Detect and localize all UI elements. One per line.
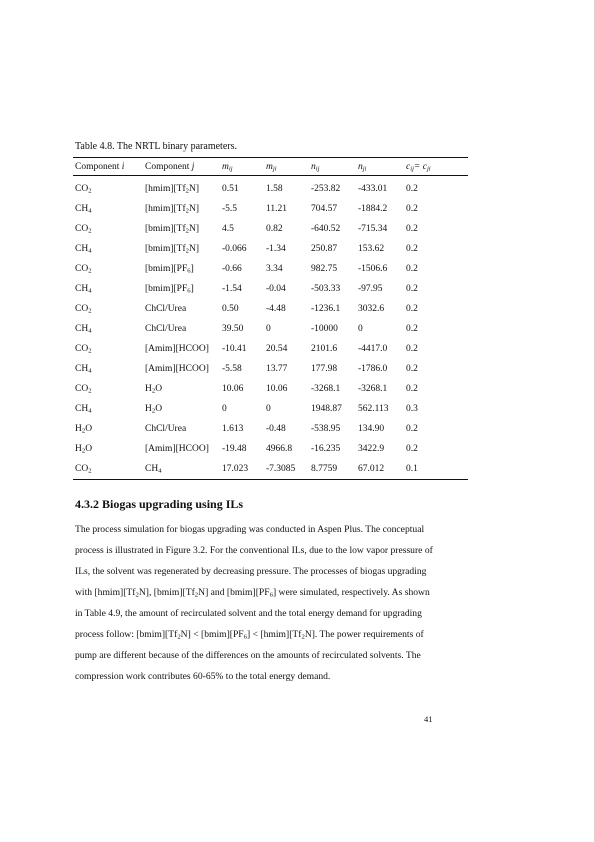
table-row bbox=[73, 339, 468, 359]
component-i-cell: $CH_4$ bbox=[75, 364, 92, 375]
m-ij-cell: -0.066 bbox=[222, 244, 247, 254]
component-j-cell: $[hmim][Tf_2N]$ bbox=[145, 204, 199, 215]
paragraph-line: pump are different because of the differences on the amounts of recirculated solvents. The bbox=[75, 650, 421, 661]
m-ij-cell: -1.54 bbox=[222, 284, 242, 294]
n-ij-cell: 1948.87 bbox=[311, 404, 342, 414]
m-ji-cell: 4966.8 bbox=[266, 444, 293, 454]
component-i-cell: $CO_2$ bbox=[75, 224, 92, 235]
m-ji-cell: 0.82 bbox=[266, 224, 283, 234]
n-ji-cell: 3422.9 bbox=[358, 444, 385, 454]
m-ij-cell: 10.06 bbox=[222, 384, 244, 394]
table-row bbox=[73, 379, 468, 399]
n-ij-cell: 704.57 bbox=[311, 204, 338, 214]
component-j-cell: [Amim][HCOO] bbox=[145, 364, 209, 374]
component-j-cell: ChCl/Urea bbox=[145, 304, 187, 314]
n-ji-cell: -715.34 bbox=[358, 224, 388, 234]
c-ij-cell: 0.2 bbox=[406, 424, 418, 434]
component-i-cell: $H_2O$ bbox=[75, 444, 93, 455]
n-ij-cell: -10000 bbox=[311, 324, 338, 334]
column-header: $n_{ij}$ bbox=[309, 158, 356, 176]
m-ij-cell: -19.48 bbox=[222, 444, 247, 454]
paragraph-line: ILs, the solvent was regenerated by decreasing pressure. The processes of biogas upgrading bbox=[75, 566, 427, 577]
m-ji-cell: -0.48 bbox=[266, 424, 286, 434]
c-ij-cell: 0.2 bbox=[406, 184, 418, 194]
n-ij-cell: 250.87 bbox=[311, 244, 338, 254]
n-ji-cell: -4417.0 bbox=[358, 344, 388, 354]
component-i-cell: $CH_4$ bbox=[75, 244, 92, 255]
paragraph-line: compression work contributes 60-65% to the total energy demand. bbox=[75, 671, 331, 682]
n-ij-cell: 177.98 bbox=[311, 364, 338, 374]
component-j-cell: $[bmim][PF_6]$ bbox=[145, 264, 194, 275]
n-ij-cell: -640.52 bbox=[311, 224, 341, 234]
m-ij-cell: 4.5 bbox=[222, 224, 234, 234]
n-ij-cell: 2101.6 bbox=[311, 344, 338, 354]
m-ji-cell: 1.58 bbox=[266, 184, 283, 194]
m-ij-cell: -0.66 bbox=[222, 264, 242, 274]
m-ij-cell: -10.41 bbox=[222, 344, 247, 354]
table-row bbox=[73, 176, 468, 200]
table-row bbox=[73, 319, 468, 339]
component-j-cell: $[bmim][Tf_2N]$ bbox=[145, 224, 199, 235]
c-ij-cell: 0.2 bbox=[406, 284, 418, 294]
c-ij-cell: 0.2 bbox=[406, 364, 418, 374]
component-j-cell: [Amim][HCOO] bbox=[145, 344, 209, 354]
m-ji-cell: -1.34 bbox=[266, 244, 286, 254]
paragraph-line: in Table 4.9, the amount of recirculated solvent and the total energy demand for upgrading bbox=[75, 608, 422, 619]
table-caption: Table 4.8. The NRTL binary parameters. bbox=[75, 141, 237, 152]
m-ij-cell: 39.50 bbox=[222, 324, 244, 334]
m-ij-cell: 0 bbox=[222, 404, 227, 414]
n-ji-cell: -97.95 bbox=[358, 284, 383, 294]
m-ji-cell: 13.77 bbox=[266, 364, 288, 374]
m-ij-cell: 0.50 bbox=[222, 304, 239, 314]
n-ji-cell: 67.012 bbox=[356, 459, 404, 480]
component-j-cell: $CH_4$ bbox=[143, 459, 220, 480]
component-j-cell: $[bmim][PF_6]$ bbox=[145, 284, 194, 295]
section-heading: 4.3.2 Biogas upgrading using ILs bbox=[75, 497, 244, 511]
table-row bbox=[73, 399, 468, 419]
paragraph-line: process is illustrated in Figure 3.2. For the conventional ILs, due to the low vapor pressure of bbox=[75, 545, 433, 556]
n-ji-cell: -1884.2 bbox=[358, 204, 388, 214]
component-j-cell: ChCl/Urea bbox=[145, 324, 187, 334]
m-ji-cell: 0 bbox=[266, 324, 271, 334]
table-row bbox=[73, 299, 468, 319]
column-header: $m_{ji}$ bbox=[264, 158, 309, 176]
n-ji-cell: -433.01 bbox=[358, 184, 388, 194]
table-row bbox=[73, 279, 468, 299]
n-ij-cell: -3268.1 bbox=[311, 384, 341, 394]
m-ji-cell: 0 bbox=[266, 404, 271, 414]
m-ji-cell: -4.48 bbox=[266, 304, 286, 314]
table-row bbox=[73, 359, 468, 379]
component-i-cell: $CO_2$ bbox=[75, 184, 92, 195]
n-ij-cell: -16.235 bbox=[311, 444, 341, 454]
table-row bbox=[73, 219, 468, 239]
n-ij-cell: 8.7759 bbox=[309, 459, 356, 480]
component-j-cell: [Amim][HCOO] bbox=[145, 444, 209, 454]
component-i-cell: $CO_2$ bbox=[75, 384, 92, 395]
table-row bbox=[73, 419, 468, 439]
n-ij-cell: -253.82 bbox=[311, 184, 341, 194]
component-i-cell: $H_2O$ bbox=[75, 424, 93, 435]
component-j-cell: $[bmim][Tf_2N]$ bbox=[145, 244, 199, 255]
component-i-cell: $CH_4$ bbox=[75, 404, 92, 415]
component-j-cell: $H_2O$ bbox=[145, 384, 163, 395]
c-ij-cell: 0.2 bbox=[406, 204, 418, 214]
m-ji-cell: 3.34 bbox=[266, 264, 283, 274]
table-row bbox=[73, 459, 468, 480]
column-header: Component i bbox=[73, 158, 143, 176]
n-ij-cell: -538.95 bbox=[311, 424, 341, 434]
component-i-cell: $CH_4$ bbox=[75, 204, 92, 215]
c-ij-cell: 0.3 bbox=[406, 404, 418, 414]
n-ji-cell: -1506.6 bbox=[358, 264, 388, 274]
n-ij-cell: -1236.1 bbox=[311, 304, 341, 314]
c-ij-cell: 0.2 bbox=[406, 304, 418, 314]
table-row bbox=[73, 439, 468, 459]
table-header-row bbox=[73, 158, 468, 176]
n-ij-cell: -503.33 bbox=[311, 284, 341, 294]
n-ji-cell: 3032.6 bbox=[358, 304, 385, 314]
table-row bbox=[73, 199, 468, 219]
paragraph-line: process follow: $[bmim][Tf_2N]$ < $[bmim][PF_6]$ < $[hmim][Tf_2N]$. The power requirements of bbox=[75, 629, 424, 641]
page-number: 41 bbox=[424, 714, 433, 724]
n-ji-cell: 562.113 bbox=[358, 404, 389, 414]
column-header: $m_{ij}$ bbox=[220, 158, 264, 176]
c-ij-cell: 0.2 bbox=[406, 324, 418, 334]
m-ij-cell: 17.023 bbox=[220, 459, 264, 480]
c-ij-cell: 0.2 bbox=[406, 444, 418, 454]
component-j-cell: $[hmim][Tf_2N]$ bbox=[145, 184, 199, 195]
component-i-cell: $CH_4$ bbox=[75, 324, 92, 335]
m-ij-cell: 0.51 bbox=[222, 184, 239, 194]
component-i-cell: $CO_2$ bbox=[75, 304, 92, 315]
paragraph-line: The process simulation for biogas upgrading was conducted in Aspen Plus. The conceptual bbox=[75, 524, 425, 535]
c-ij-cell: 0.2 bbox=[406, 224, 418, 234]
table-body bbox=[73, 176, 468, 480]
m-ji-cell: 20.54 bbox=[266, 344, 288, 354]
table-row bbox=[73, 239, 468, 259]
n-ji-cell: 0 bbox=[358, 324, 363, 334]
c-ij-cell: 0.1 bbox=[404, 459, 468, 480]
component-i-cell: $CO_2$ bbox=[75, 344, 92, 355]
m-ij-cell: -5.5 bbox=[222, 204, 238, 214]
n-ji-cell: -3268.1 bbox=[358, 384, 388, 394]
nrtl-parameters-table bbox=[73, 157, 468, 480]
table-row bbox=[73, 259, 468, 279]
m-ji-cell: -7.3085 bbox=[264, 459, 309, 480]
component-j-cell: $H_2O$ bbox=[145, 404, 163, 415]
m-ji-cell: 11.21 bbox=[266, 204, 288, 214]
component-i-cell: $CH_4$ bbox=[75, 284, 92, 295]
c-ij-cell: 0.2 bbox=[406, 384, 418, 394]
m-ji-cell: 10.06 bbox=[266, 384, 288, 394]
n-ji-cell: -1786.0 bbox=[358, 364, 388, 374]
n-ji-cell: 153.62 bbox=[358, 244, 385, 254]
c-ij-cell: 0.2 bbox=[406, 244, 418, 254]
column-header: $n_{ji}$ bbox=[356, 158, 404, 176]
n-ji-cell: 134.90 bbox=[358, 424, 385, 434]
m-ij-cell: 1.613 bbox=[222, 424, 244, 434]
m-ij-cell: -5.58 bbox=[222, 364, 242, 374]
c-ij-cell: 0.2 bbox=[406, 264, 418, 274]
component-i-cell: $CO_2$ bbox=[73, 459, 143, 480]
c-ij-cell: 0.2 bbox=[406, 344, 418, 354]
n-ij-cell: 982.75 bbox=[311, 264, 338, 274]
column-header: $c_{ij}= c_{ji}$ bbox=[404, 158, 468, 176]
component-j-cell: ChCl/Urea bbox=[145, 424, 187, 434]
component-i-cell: $CO_2$ bbox=[75, 264, 92, 275]
m-ji-cell: -0.04 bbox=[266, 284, 286, 294]
column-header: Component j bbox=[143, 158, 220, 176]
body-paragraph bbox=[75, 519, 440, 687]
paragraph-line: with $[hmim][Tf_2N]$, $[bmim][Tf_2N]$ and $[bmim][PF_6]$ were simulated, respectively. As shown bbox=[75, 587, 430, 599]
